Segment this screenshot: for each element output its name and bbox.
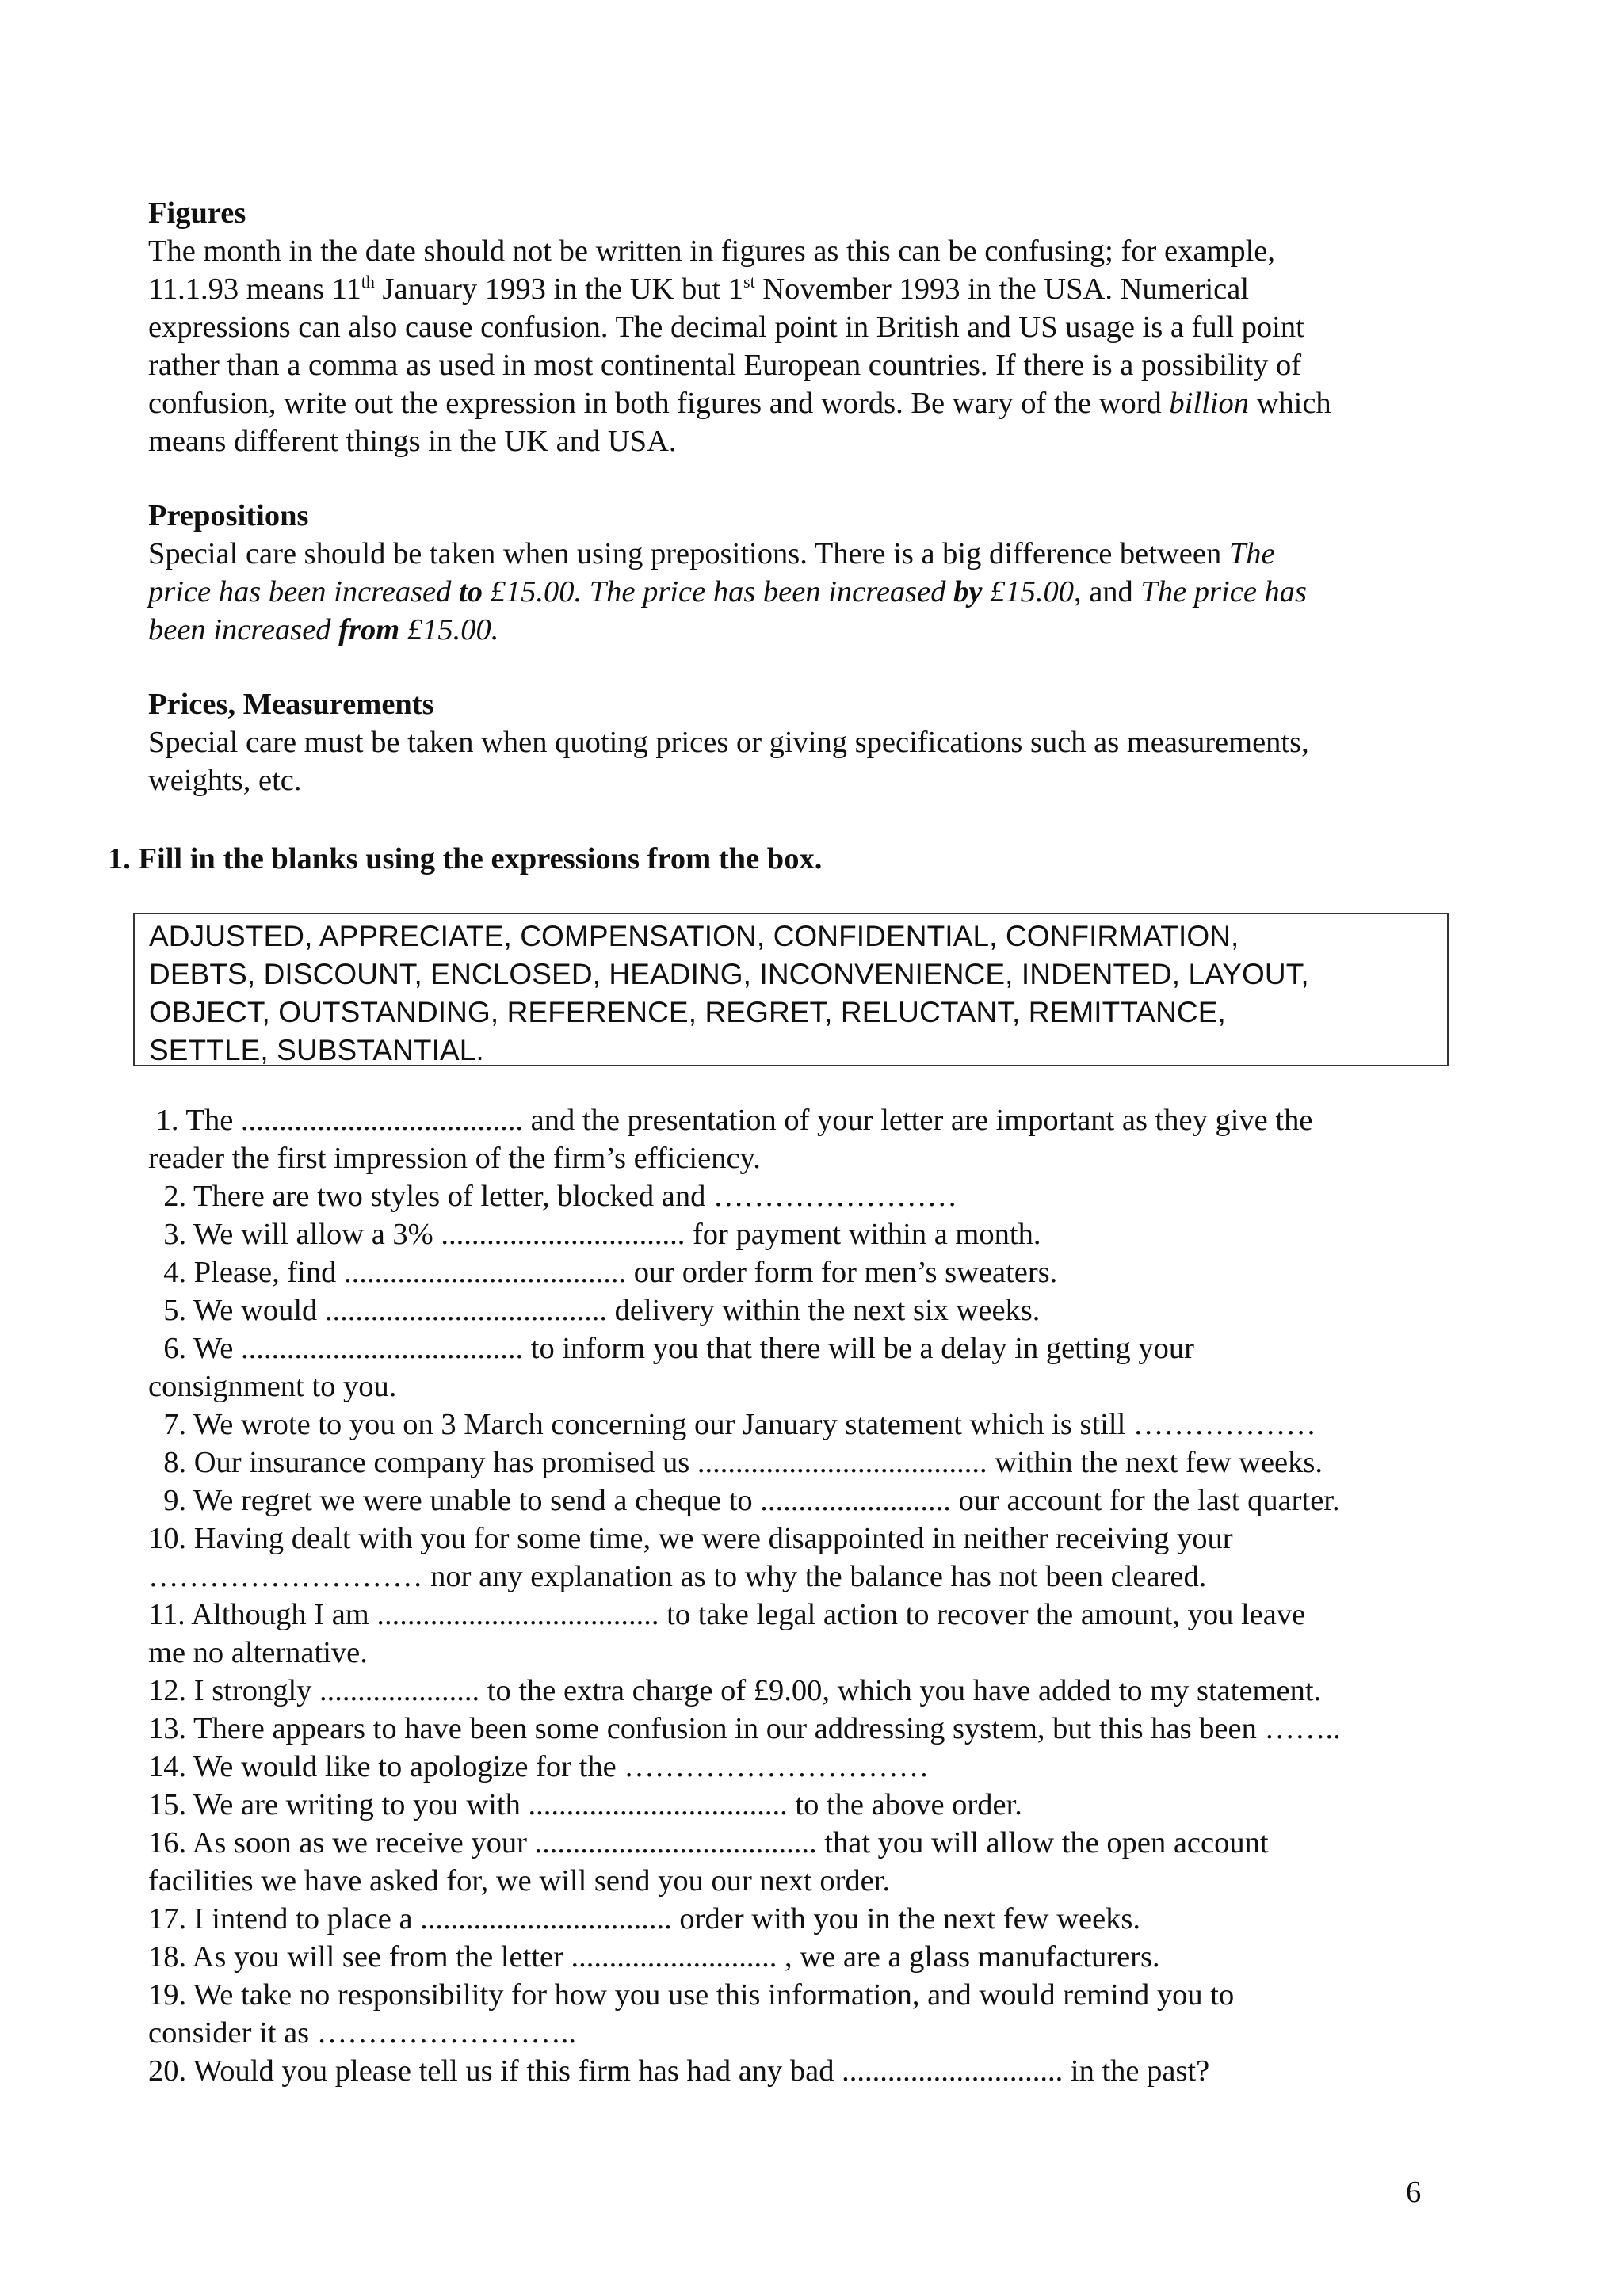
text: January 1993 in the UK but 1 — [374, 273, 744, 306]
bold-italic-text: from — [338, 613, 400, 646]
text: , and — [1073, 575, 1141, 608]
italic-text: £15.00. — [399, 613, 499, 646]
text: expressions can also cause confusion. The decimal point in British and US usage is a full point — [148, 311, 1304, 344]
paragraph — [148, 535, 1448, 649]
exercise-item-line: 9. We regret we were unable to send a cheque to ......................... our account for the last quarter. — [148, 1484, 1340, 1517]
exercise-item-line: 14. We would like to apologize for the ………………………… — [148, 1750, 930, 1783]
section-heading: Prices, Measurements — [148, 688, 434, 721]
text-line — [148, 308, 1448, 346]
text-line — [148, 535, 1448, 573]
italic-text: price has been increased — [148, 575, 460, 608]
paragraph — [148, 232, 1448, 460]
exercise-item-line: 5. We would ..................................... delivery within the next six weeks. — [148, 1294, 1041, 1327]
exercise-item-line: 11. Although I am ..................................... to take legal action to recover the amount, you leave — [148, 1598, 1306, 1631]
section-heading: Prepositions — [148, 499, 309, 532]
text-line — [148, 761, 1448, 799]
bold-italic-text: to — [459, 575, 483, 608]
exercise-item-line: 7. We wrote to you on 3 March concerning our January statement which is still ……………… — [148, 1408, 1316, 1441]
text-line — [148, 384, 1448, 422]
exercise-item-line: 10. Having dealt with you for some time, we were disappointed in neither receiving your — [148, 1522, 1233, 1555]
text-line — [148, 232, 1448, 270]
exercise-item-line: 20. Would you please tell us if this firm has had any bad ............................. in the past? — [148, 2054, 1210, 2088]
text-line — [148, 723, 1448, 761]
superscript: th — [361, 272, 375, 292]
italic-text: £15.00 — [982, 575, 1074, 608]
text: rather than a comma as used in most continental European countries. If there is a possibility of — [148, 349, 1302, 382]
text-line — [148, 611, 1448, 649]
page-number: 6 — [1406, 2176, 1422, 2209]
text: weights, etc. — [148, 764, 302, 797]
italic-text: The — [1228, 537, 1275, 570]
superscript: st — [743, 272, 755, 292]
exercise-item-line: 8. Our insurance company has promised us ...................................... within the next few weeks. — [148, 1446, 1323, 1479]
exercise-item-line: reader the first impression of the firm’s efficiency. — [148, 1142, 761, 1175]
text-line — [148, 573, 1448, 611]
section-heading: Figures — [148, 196, 246, 230]
word-box-line: DEBTS, DISCOUNT, ENCLOSED, HEADING, INCONVENIENCE, INDENTED, LAYOUT, — [149, 958, 1309, 990]
text: Special care should be taken when using prepositions. There is a big difference between — [148, 537, 1229, 570]
exercise-item-line: ……………………… nor any explanation as to why the balance has not been cleared. — [148, 1560, 1207, 1593]
text: 11.1.93 means 11 — [148, 273, 361, 306]
exercise-item-line: 3. We will allow a 3% ................................ for payment within a month. — [148, 1218, 1041, 1251]
word-box-line: SETTLE, SUBSTANTIAL. — [149, 1034, 484, 1066]
text: confusion, write out the expression in both figures and words. Be wary of the word — [148, 387, 1170, 420]
word-box-line: ADJUSTED, APPRECIATE, COMPENSATION, CONFIDENTIAL, CONFIRMATION, — [149, 920, 1239, 952]
exercise-item-line: 12. I strongly ..................... to the extra charge of £9.00, which you have added to my statement. — [148, 1674, 1322, 1707]
text-line — [148, 270, 1448, 308]
exercise-item-line: me no alternative. — [148, 1636, 368, 1669]
italic-text: The price has — [1140, 575, 1308, 608]
exercise-item-line: 19. We take no responsibility for how you use this information, and would remind you to — [148, 1978, 1235, 2012]
italic-text: been increased — [148, 613, 339, 646]
text: The month in the date should not be written in figures as this can be confusing; for example, — [148, 235, 1276, 268]
section-prepositions — [148, 497, 1448, 649]
exercise-items — [148, 1101, 1448, 2090]
italic-text: £15.00. The price has been increased — [482, 575, 954, 608]
exercise-item-line: 6. We ..................................... to inform you that there will be a delay in getting your — [148, 1332, 1194, 1365]
exercise-item-line: 16. As soon as we receive your ..................................... that you will allow the open account — [148, 1826, 1269, 1859]
text: means different things in the UK and USA. — [148, 425, 677, 458]
text: November 1993 in the USA. Numerical — [754, 273, 1250, 306]
exercise-item-line: consider it as …………………….. — [148, 2016, 577, 2050]
exercise-item-line: 18. As you will see from the letter ........................... , we are a glass manufacturers. — [148, 1940, 1160, 1974]
exercise-item-line: 1. The ..................................... and the presentation of your letter are important as they give the — [148, 1104, 1313, 1137]
word-box — [133, 913, 1449, 1066]
section-figures — [148, 194, 1448, 460]
section-prices-measurements — [148, 685, 1448, 799]
exercise-title: 1. Fill in the blanks using the expressions from the box. — [108, 842, 823, 875]
exercise-item-line: 15. We are writing to you with .................................. to the above order. — [148, 1788, 1022, 1821]
exercise-item-line: 17. I intend to place a ................................. order with you in the next few weeks. — [148, 1902, 1141, 1936]
exercise-item-line: consignment to you. — [148, 1370, 397, 1403]
bold-italic-text: by — [953, 575, 983, 608]
text-line — [148, 346, 1448, 384]
word-box-line: OBJECT, OUTSTANDING, REFERENCE, REGRET, RELUCTANT, REMITTANCE, — [149, 996, 1226, 1028]
exercise-item-line: 2. There are two styles of letter, blocked and …………………… — [148, 1180, 957, 1213]
exercise-item-line: 13. There appears to have been some confusion in our addressing system, but this has been …….. — [148, 1712, 1341, 1745]
exercise-item-line: facilities we have asked for, we will send you our next order. — [148, 1864, 891, 1897]
text: Special care must be taken when quoting prices or giving specifications such as measurements, — [148, 726, 1309, 759]
exercise-item-line: 4. Please, find ..................................... our order form for men’s sweaters. — [148, 1256, 1058, 1289]
text-line — [148, 422, 1448, 460]
italic-text: billion — [1169, 387, 1249, 420]
text: which — [1248, 387, 1331, 420]
paragraph — [148, 723, 1448, 799]
